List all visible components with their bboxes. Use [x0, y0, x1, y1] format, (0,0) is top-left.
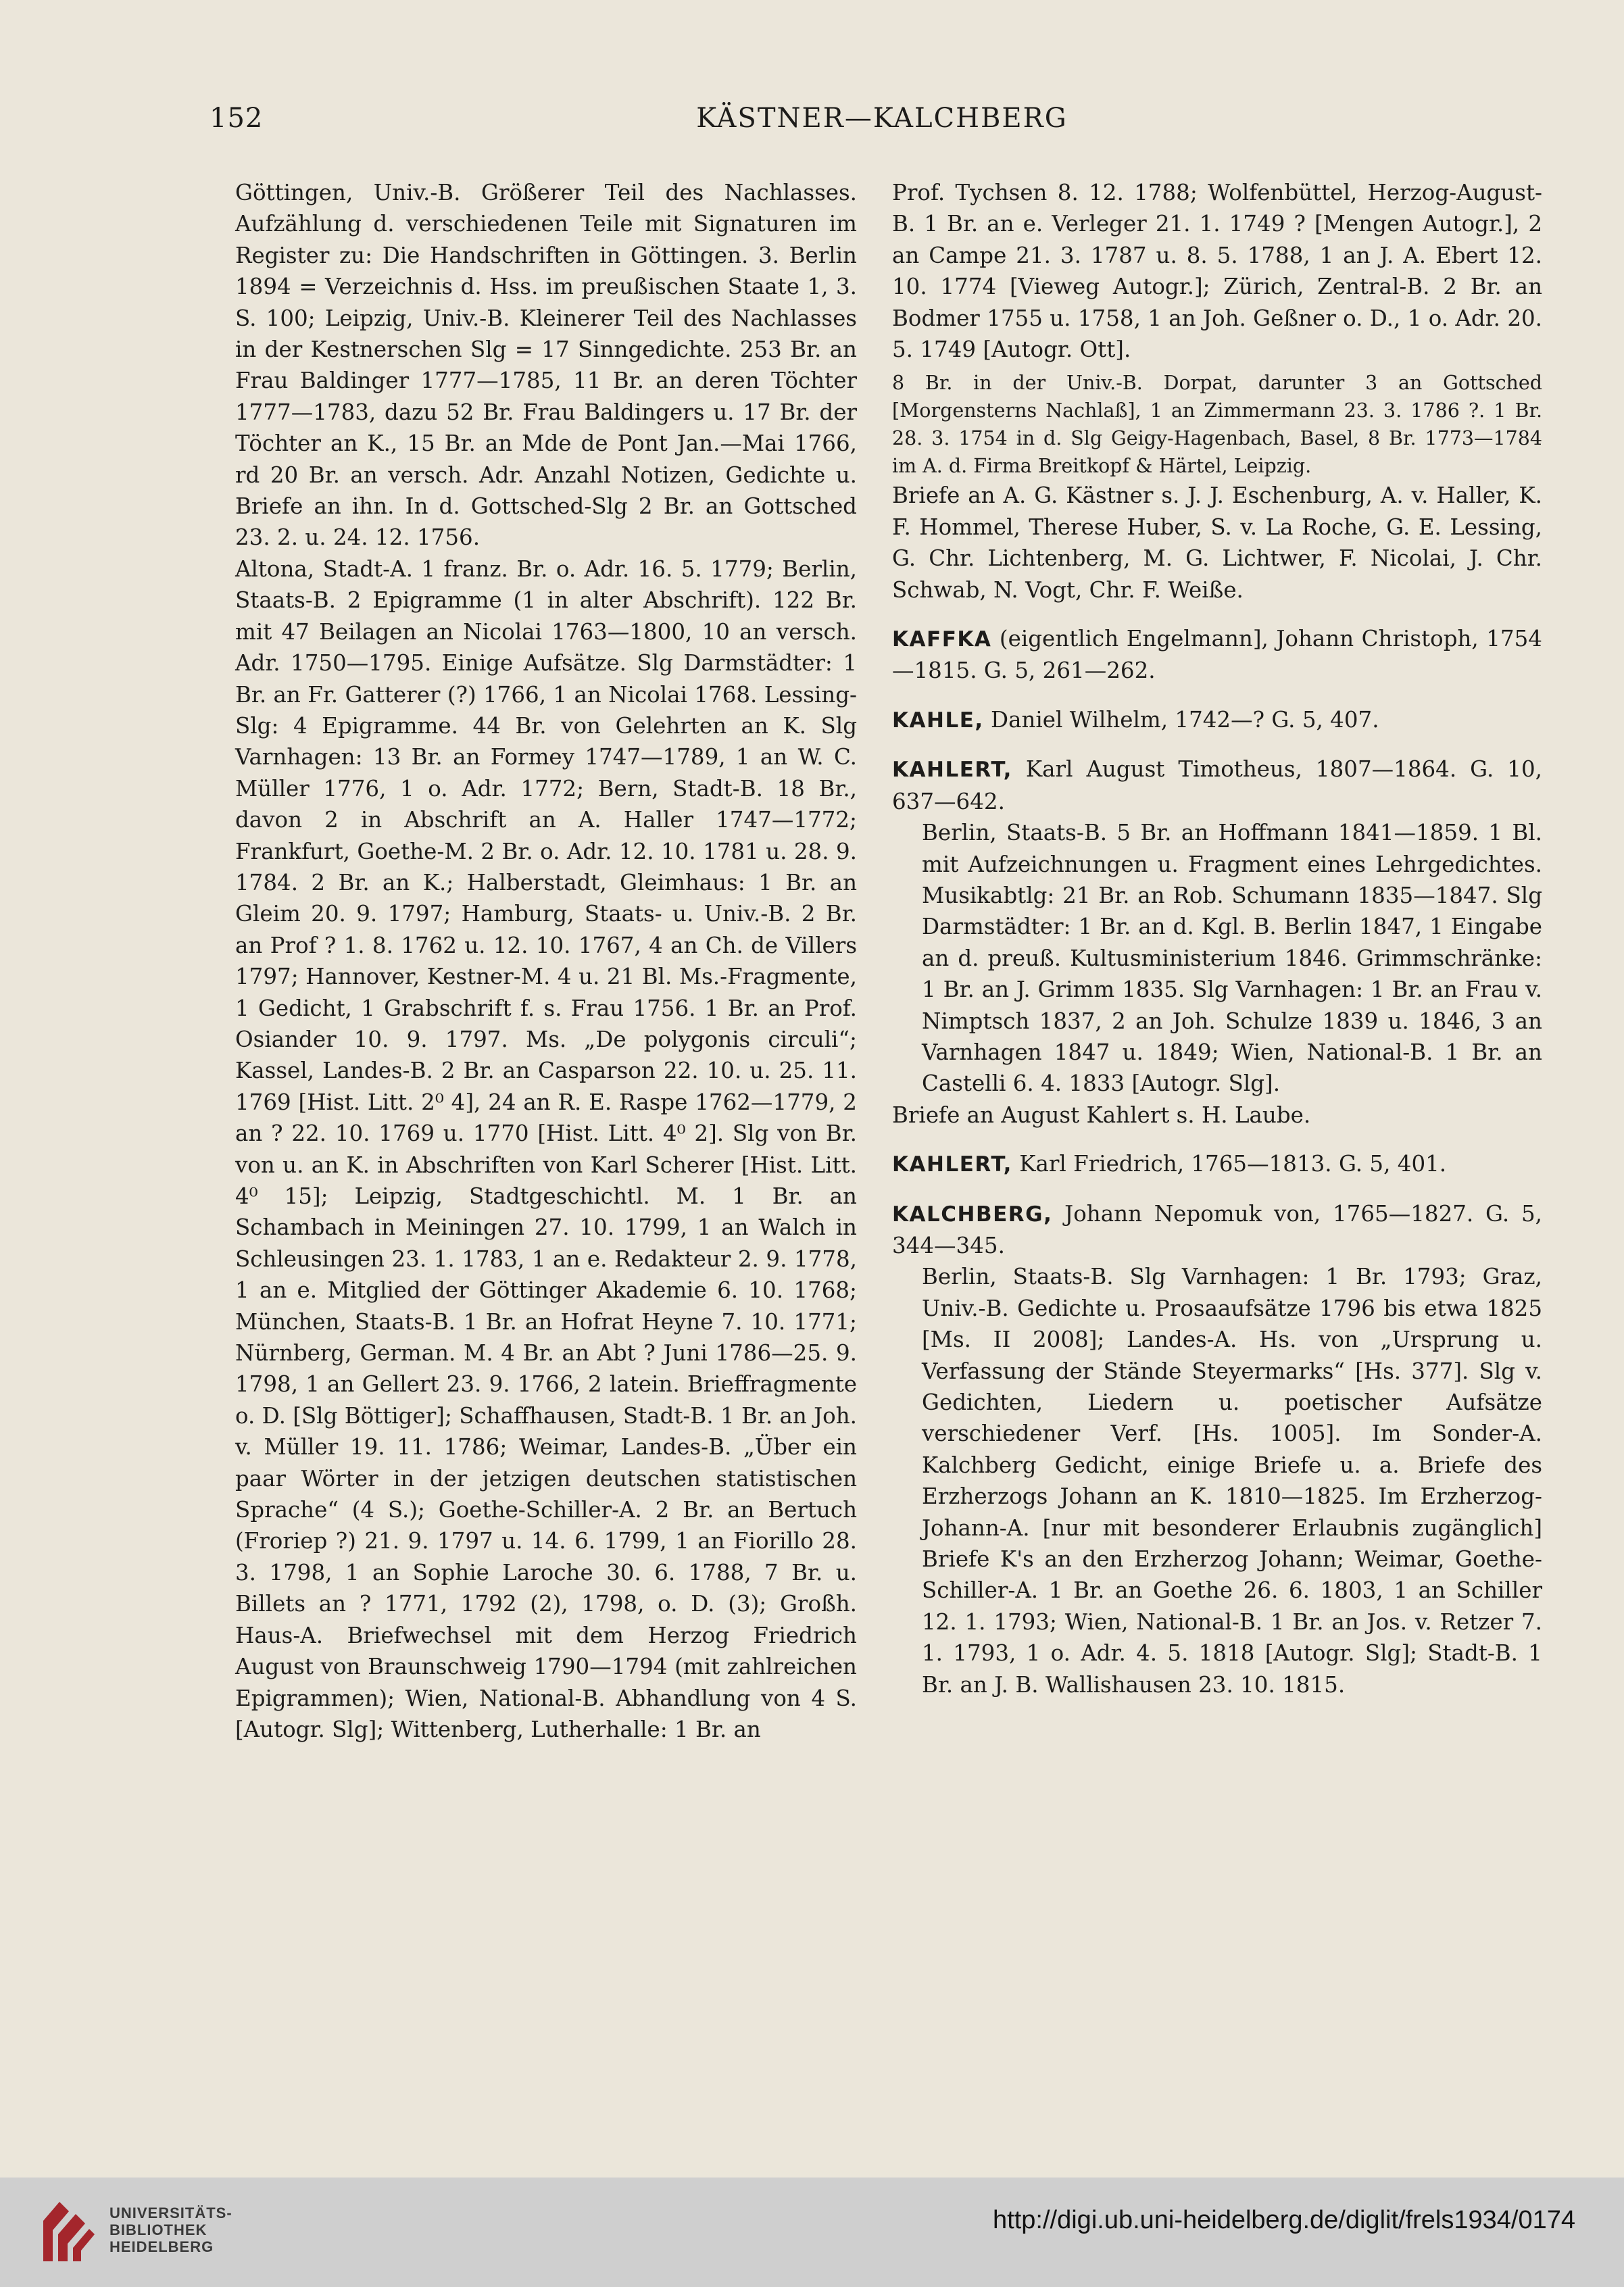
entry-text: Karl Friedrich, 1765—1813. G. 5, 401.	[1019, 1151, 1447, 1177]
library-name	[109, 2205, 232, 2255]
page-number: 152	[210, 103, 264, 134]
entry-heading: KAHLERT,	[892, 758, 1012, 783]
entry-kalchberg	[892, 1198, 1542, 1701]
entry-body: Berlin, Staats-B. Slg Varnhagen: 1 Br. 1793; Graz, Univ.-B. Gedichte u. Prosaaufsätze 1796 bis etwa 1825 [Ms. II 2008]; Landes-A. Hs. von „Ursprung u. Verfassung der Stände Steyermarks“ [Hs. 377]. Slg v. Gedichten, Liedern u. poetischer Aufsätze verschiedener Verf. [Hs. 1005]. Im Sonder-A. Kalchberg Gedicht, einige Briefe u. a. Briefe des Erzherzogs Johann an K. 1810—1825. Im Erzherzog-Johann-A. [nur mit besonderer Erlaubnis zugänglich] Briefe K's an den Erzherzog Johann; Weimar, Goethe-Schiller-A. 1 Br. an Goethe 26. 6. 1803, 1 an Schiller 12. 1. 1793; Wien, National-B. 1 Br. an Jos. v. Retzer 7. 1. 1793, 1 o. Adr. 4. 5. 1818 [Autogr. Slg]; Stadt-B. 1 Br. an J. B. Wallishausen 23. 10. 1815.	[922, 1264, 1542, 1698]
entry-text: (eigentlich Engelmann], Johann Christoph, 1754—1815. G. 5, 261—262.	[892, 626, 1542, 684]
right-paragraph-1: Prof. Tychsen 8. 12. 1788; Wolfenbüttel, Herzog-August-B. 1 Br. an e. Verleger 21. 1. 1749 ? [Mengen Autogr.], 2 an Campe 21. 3. 1787 u. 8. 5. 1788, 1 an J. A. Ebert 12. 10. 1774 [Vieweg Autogr.]; Zürich, Zentral-B. 2 Br. an Bodmer 1755 u. 1758, 1 an Joh. Geßner o. D., 1 o. Adr. 20. 5. 1749 [Autogr. Ott].	[892, 180, 1542, 363]
page-header	[210, 103, 1554, 143]
entry-heading: KAHLERT,	[892, 1152, 1012, 1177]
entry-kahlert-karl-friedrich	[892, 1148, 1542, 1180]
entry-kahle	[892, 704, 1542, 736]
right-note: 8 Br. in der Univ.-B. Dorpat, darunter 3 an Gottsched [Morgensterns Nachlaß], 1 an Zimmermann 23. 3. 1786 ?. 1 Br. 28. 3. 1754 in d. Slg Geigy-Hagenbach, Basel, 8 Br. 1773—1784 im A. d. Firma Breitkopf & Härtel, Leipzig.	[892, 372, 1542, 478]
right-column	[892, 177, 1542, 1700]
permalink-url[interactable]: http://digi.ub.uni-heidelberg.de/diglit/frels1934/0174	[993, 2206, 1575, 2234]
entry-briefe: Briefe an August Kahlert s. H. Laube.	[892, 1102, 1311, 1128]
entry-kaffka	[892, 623, 1542, 687]
right-paragraph-3: Briefe an A. G. Kästner s. J. J. Eschenburg, A. v. Haller, K. F. Hommel, Therese Huber, S. v. La Roche, G. E. Lessing, G. Chr. Lichtenberg, M. G. Lichtwer, F. Nicolai, J. Chr. Schwab, N. Vogt, Chr. F. Weiße.	[892, 483, 1542, 603]
entry-heading: KAHLE,	[892, 708, 984, 733]
entry-kahlert-karl-august	[892, 754, 1542, 1131]
library-name-line: UNIVERSITÄTS-	[109, 2205, 232, 2221]
footer-bar	[0, 2178, 1624, 2287]
left-paragraph-1: Göttingen, Univ.-B. Größerer Teil des Nachlasses. Aufzählung d. verschiedenen Teile mit Signaturen im Register zu: Die Handschriften in Göttingen. 3. Berlin 1894 = Verzeichnis d. Hss. im preußischen Staate 1, 3. S. 100; Leipzig, Univ.-B. Kleinerer Teil des Nachlasses in der Kestnerschen Slg = 17 Sinngedichte. 253 Br. an Frau Baldinger 1777—1785, 11 Br. an deren Töchter 1777—1783, dazu 52 Br. Frau Baldingers u. 17 Br. der Töchter an K., 15 Br. an Mde de Pont Jan.—Mai 1766, rd 20 Br. an versch. Adr. Anzahl Notizen, Gedichte u. Briefe an ihn. In d. Gottsched-Slg 2 Br. an Gottsched 23. 2. u. 24. 12. 1756.	[235, 180, 857, 551]
left-column	[235, 177, 857, 1745]
left-paragraph-2: Altona, Stadt-A. 1 franz. Br. o. Adr. 16. 5. 1779; Berlin, Staats-B. 2 Epigramme (1 in alter Abschrift). 122 Br. mit 47 Beilagen an Nicolai 1763—1800, 10 an versch. Adr. 1750—1795. Einige Aufsätze. Slg Darmstädter: 1 Br. an Fr. Gatterer (?) 1766, 1 an Nicolai 1768. Lessing-Slg: 4 Epigramme. 44 Br. von Gelehrten an K. Slg Varnhagen: 13 Br. an Formey 1747—1789, 1 an W. C. Müller 1776, 1 o. Adr. 1772; Bern, Stadt-B. 18 Br., davon 2 in Abschrift an A. Haller 1747—1772; Frankfurt, Goethe-M. 2 Br. o. Adr. 12. 10. 1781 u. 28. 9. 1784. 2 Br. an K.; Halberstadt, Gleimhaus: 1 Br. an Gleim 20. 9. 1797; Hamburg, Staats- u. Univ.-B. 2 Br. an Prof ? 1. 8. 1762 u. 12. 10. 1767, 4 an Ch. de Villers 1797; Hannover, Kestner-M. 4 u. 21 Bl. Ms.-Fragmente, 1 Gedicht, 1 Grabschrift f. s. Frau 1756. 1 Br. an Prof. Osiander 10. 9. 1797. Ms. „De polygonis circuli“; Kassel, Landes-B. 2 Br. an Casparson 22. 10. u. 25. 11. 1769 [Hist. Litt. 2⁰ 4], 24 an R. E. Raspe 1762—1779, 2 an ? 22. 10. 1769 u. 1770 [Hist. Litt. 4⁰ 2]. Slg von Br. von u. an K. in Abschriften von Karl Scherer [Hist. Litt. 4⁰ 15]; Leipzig, Stadtgeschichtl. M. 1 Br. an Schambach in Meiningen 27. 10. 1799, 1 an Walch in Schleusingen 23. 1. 1783, 1 an e. Redakteur 2. 9. 1778, 1 an e. Mitglied der Göttinger Akademie 6. 10. 1768; München, Staats-B. 1 Br. an Hofrat Heyne 7. 10. 1771; Nürnberg, German. M. 4 Br. an Abt ? Juni 1786—25. 9. 1798, 1 an Gellert 23. 9. 1766, 2 latein. Brieffragmente o. D. [Slg Böttiger]; Schaffhausen, Stadt-B. 1 Br. an Joh. v. Müller 19. 11. 1786; Weimar, Landes-B. „Über ein paar Wörter in der jetzigen deutschen statistischen Sprache“ (4 S.); Goethe-Schiller-A. 2 Br. an Bertuch (Froriep ?) 21. 9. 1797 u. 14. 6. 1799, 1 an Fiorillo 28. 3. 1798, 1 an Sophie Laroche 30. 6. 1788, 7 Br. u. Billets an ? 1771, 1792 (2), 1798, o. D. (3); Großh. Haus-A. Briefwechsel mit dem Herzog Friedrich August von Braunschweig 1790—1794 (mit zahlreichen Epigrammen); Wien, National-B. Abhandlung von 4 S. [Autogr. Slg]; Wittenberg, Lutherhalle: 1 Br. an	[235, 556, 857, 1742]
entry-heading: KAFFKA	[892, 627, 992, 652]
entry-text: Johann Nepomuk von, 1765—1827. G. 5, 344—345.	[892, 1200, 1542, 1258]
running-head: KÄSTNER—KALCHBERG	[696, 103, 1068, 134]
entry-text: Daniel Wilhelm, 1742—? G. 5, 407.	[991, 706, 1379, 733]
heidelberg-library-logo-icon	[39, 2194, 97, 2267]
entry-body: Berlin, Staats-B. 5 Br. an Hoffmann 1841—1859. 1 Bl. mit Aufzeichnungen u. Fragment eines Lehrgedichtes. Musikabtlg: 21 Br. an Rob. Schumann 1835—1847. Slg Darmstädter: 1 Br. an d. Kgl. B. Berlin 1847, 1 Eingabe an d. preuß. Kultusministerium 1846. Grimmschränke: 1 Br. an J. Grimm 1835. Slg Varnhagen: 1 Br. an Frau v. Nimptsch 1837, 2 an Joh. Schulze 1839 u. 1846, 3 an Varnhagen 1847 u. 1849; Wien, National-B. 1 Br. an Castelli 6. 4. 1833 [Autogr. Slg].	[922, 820, 1542, 1097]
entry-heading: KALCHBERG,	[892, 1202, 1053, 1227]
library-name-line: BIBLIOTHEK	[109, 2221, 207, 2238]
entry-text: Karl August Timotheus, 1807—1864. G. 10, 637—642.	[892, 756, 1542, 814]
library-name-line: HEIDELBERG	[109, 2238, 214, 2255]
